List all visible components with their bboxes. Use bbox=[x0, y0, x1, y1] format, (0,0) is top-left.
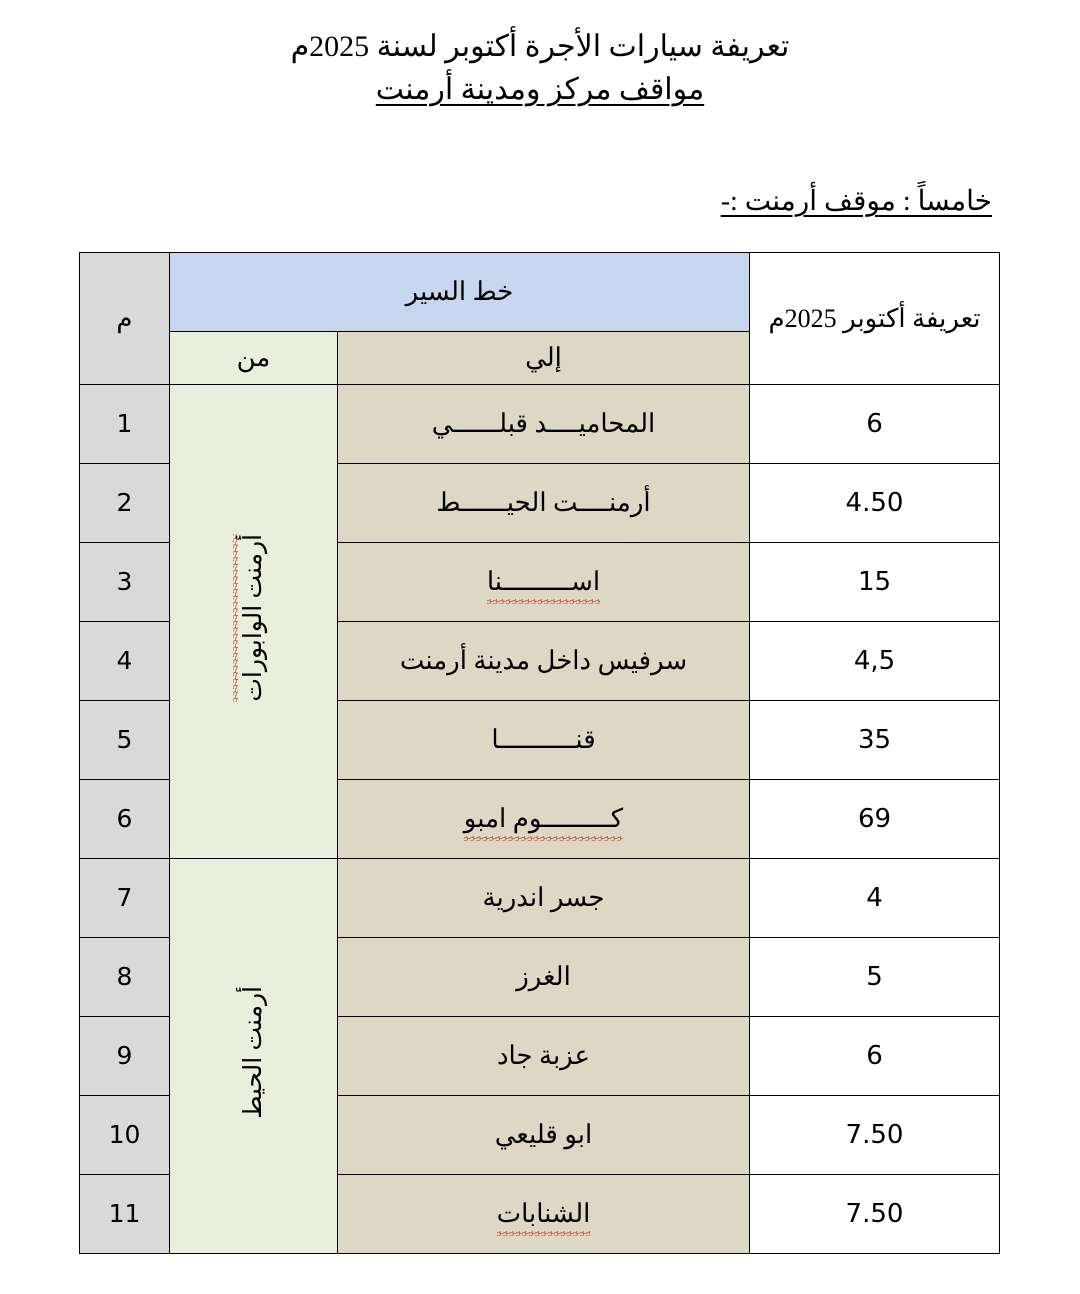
fare-cell bbox=[750, 1017, 1000, 1096]
table-header-row-1 bbox=[79, 253, 999, 332]
table-row bbox=[79, 385, 999, 464]
sequence-number: 3 bbox=[116, 567, 133, 596]
destination-cell bbox=[338, 859, 750, 938]
sequence-cell bbox=[79, 464, 169, 543]
destination-cell bbox=[338, 622, 750, 701]
fare-value: 7.50 bbox=[845, 1120, 904, 1150]
fare-cell bbox=[750, 385, 1000, 464]
fares-table-container bbox=[80, 252, 1000, 1254]
sequence-cell bbox=[79, 938, 169, 1017]
sequence-number: 9 bbox=[116, 1041, 133, 1070]
table-header bbox=[79, 253, 999, 385]
sequence-number: 4 bbox=[116, 646, 133, 675]
title-line-2: مواقف مركز ومدينة أرمنت bbox=[375, 72, 705, 106]
sequence-cell bbox=[79, 1096, 169, 1175]
destination-text: قنــــــــــا bbox=[491, 725, 596, 754]
sequence-cell bbox=[79, 780, 169, 859]
sequence-cell bbox=[79, 543, 169, 622]
sequence-number: 7 bbox=[116, 883, 133, 912]
destination-text: عزبة جاد bbox=[496, 1041, 591, 1070]
title-line-1: تعريفة سيارات الأجرة أكتوبر لسنة 2025م bbox=[290, 30, 790, 63]
destination-text: أرمنــــت الحيــــــط bbox=[436, 488, 651, 517]
origin-group-label: أرمنت الحيط bbox=[239, 986, 267, 1119]
header-from: من bbox=[169, 332, 337, 385]
fare-cell bbox=[750, 859, 1000, 938]
fare-cell bbox=[750, 464, 1000, 543]
sequence-cell bbox=[79, 385, 169, 464]
sequence-cell bbox=[79, 1017, 169, 1096]
destination-cell bbox=[338, 464, 750, 543]
sequence-number: 10 bbox=[108, 1120, 141, 1149]
fare-cell bbox=[750, 938, 1000, 1017]
page-title bbox=[0, 0, 1080, 111]
fares-table bbox=[79, 252, 1000, 1254]
fare-cell bbox=[750, 1175, 1000, 1254]
sequence-number: 2 bbox=[116, 488, 133, 517]
origin-group-cell bbox=[169, 385, 337, 859]
fare-cell bbox=[750, 622, 1000, 701]
fare-value: 15 bbox=[857, 567, 892, 597]
table-body bbox=[79, 385, 999, 1254]
sequence-number: 1 bbox=[116, 409, 133, 438]
destination-cell bbox=[338, 385, 750, 464]
destination-text: جسر اندرية bbox=[482, 883, 605, 912]
destination-cell bbox=[338, 1017, 750, 1096]
destination-cell bbox=[338, 938, 750, 1017]
origin-group-cell bbox=[169, 859, 337, 1254]
destination-text: المحاميــــد قبلــــــي bbox=[431, 409, 656, 438]
fare-value: 4,5 bbox=[853, 646, 896, 676]
fare-value: 35 bbox=[857, 725, 892, 755]
sequence-cell bbox=[79, 1175, 169, 1254]
destination-text: سرفيس داخل مدينة أرمنت bbox=[399, 646, 688, 675]
fare-value: 7.50 bbox=[845, 1199, 904, 1229]
destination-cell bbox=[338, 701, 750, 780]
fare-cell bbox=[750, 780, 1000, 859]
fare-value: 69 bbox=[857, 804, 892, 834]
sequence-cell bbox=[79, 859, 169, 938]
sequence-number: 6 bbox=[116, 804, 133, 833]
fare-value: 6 bbox=[866, 409, 883, 439]
destination-text-misspelled: كـــــــــوم امبو bbox=[463, 804, 624, 833]
fare-value: 4.50 bbox=[845, 488, 904, 518]
table-row bbox=[79, 859, 999, 938]
sequence-number: 8 bbox=[116, 962, 133, 991]
destination-text-misspelled: الشنابات bbox=[496, 1199, 591, 1228]
section-heading bbox=[0, 184, 1080, 218]
destination-cell bbox=[338, 780, 750, 859]
sequence-cell bbox=[79, 701, 169, 780]
header-fare: تعريفة أكتوبر 2025م bbox=[750, 253, 1000, 385]
sequence-number: 11 bbox=[108, 1199, 141, 1228]
sequence-number: 5 bbox=[116, 725, 133, 754]
destination-text: ابو قليعي bbox=[494, 1120, 593, 1149]
destination-cell bbox=[338, 1175, 750, 1254]
fare-cell bbox=[750, 701, 1000, 780]
destination-text-misspelled: اســـــــــنا bbox=[486, 567, 601, 596]
fare-value: 4 bbox=[866, 883, 883, 913]
header-route-group: خط السير bbox=[169, 253, 749, 332]
destination-cell bbox=[338, 543, 750, 622]
section-heading-text: خامساً : موقف أرمنت :- bbox=[720, 186, 992, 217]
fare-value: 6 bbox=[866, 1041, 883, 1071]
fare-value: 5 bbox=[866, 962, 883, 992]
header-seq: م bbox=[79, 253, 169, 385]
fare-cell bbox=[750, 543, 1000, 622]
origin-group-label: أرمنت الوابورات bbox=[239, 534, 267, 702]
destination-cell bbox=[338, 1096, 750, 1175]
fare-cell bbox=[750, 1096, 1000, 1175]
header-to: إلي bbox=[338, 332, 750, 385]
document-title-block bbox=[0, 0, 1080, 111]
sequence-cell bbox=[79, 622, 169, 701]
destination-text: الغرز bbox=[516, 962, 571, 991]
